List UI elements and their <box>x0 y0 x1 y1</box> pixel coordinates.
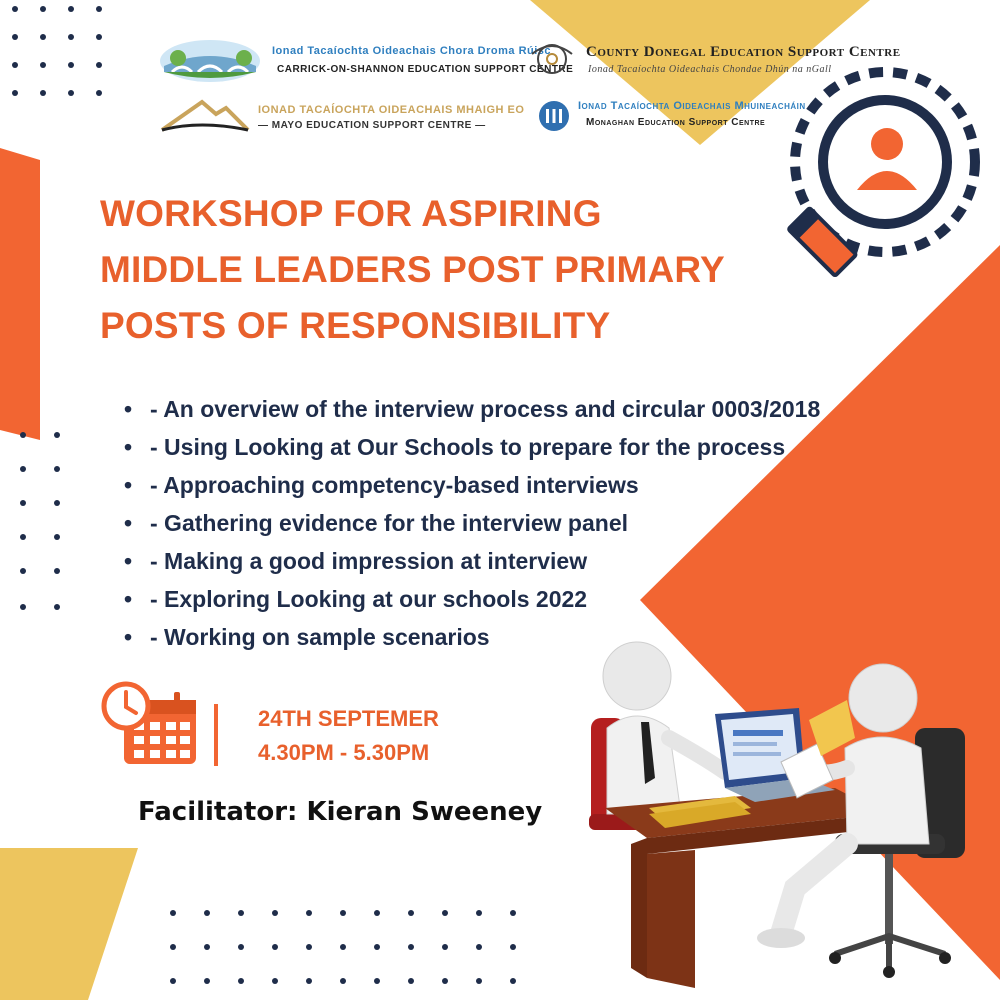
carrick-bridge-logo-icon <box>158 38 262 84</box>
carrick-logo-irish: Ionad Tacaíochta Oideachais Chora Droma Rúisc <box>272 45 552 57</box>
donegal-logo-irish: Ionad Tacaíochta Oideachais Chondae Dhún na nGall <box>588 64 832 75</box>
topics-list <box>120 390 820 656</box>
facilitator-name: Facilitator: Kieran Sweeney <box>138 797 543 827</box>
topic-item: • - Exploring Looking at our schools 2022 <box>120 580 820 618</box>
title-line-2: MIDDLE LEADERS POST PRIMARY <box>100 249 725 290</box>
mayo-logo-irish: IONAD TACAÍOCHTA OIDEACHAIS MHAIGH EO <box>258 104 525 116</box>
orange-bar-left <box>0 148 40 440</box>
date-divider <box>214 704 218 766</box>
mayo-logo-english-text: MAYO EDUCATION SUPPORT CENTRE <box>271 120 472 131</box>
donegal-knot-logo-icon <box>530 40 574 78</box>
monaghan-logo-irish: Ionad Tacaíochta Oideachais Mhuineacháin <box>578 100 806 112</box>
monaghan-logo-english: Monaghan Education Support Centre <box>586 117 766 128</box>
mayo-logo-english: — MAYO EDUCATION SUPPORT CENTRE — <box>258 120 486 131</box>
title-line-3: POSTS OF RESPONSIBILITY <box>100 305 611 346</box>
mayo-mountain-logo-icon <box>160 96 250 136</box>
monaghan-logo-icon <box>538 100 570 132</box>
interview-illustration <box>585 638 985 990</box>
carrick-logo-english: CARRICK-ON-SHANNON EDUCATION SUPPORT CENTRE <box>277 64 574 75</box>
title-line-1: WORKSHOP FOR ASPIRING <box>100 193 602 234</box>
donegal-logo-english: County Donegal Education Support Centre <box>586 44 901 60</box>
workshop-title <box>100 186 820 354</box>
topic-item: • - Using Looking at Our Schools to prepare for the process <box>120 428 820 466</box>
topic-item: • - Approaching competency-based interviews <box>120 466 820 504</box>
clock-calendar-icon <box>100 680 200 768</box>
topic-item: • - Gathering evidence for the interview panel <box>120 504 820 542</box>
event-time: 4.30PM - 5.30PM <box>258 740 430 765</box>
topic-item: • - An overview of the interview process and circular 0003/2018 <box>120 390 820 428</box>
topic-item: • - Making a good impression at interview <box>120 542 820 580</box>
event-date: 24TH SEPTEMER <box>258 706 439 731</box>
yellow-shape-bottom-left <box>0 848 138 1000</box>
topic-item: • - Working on sample scenarios <box>120 618 820 656</box>
